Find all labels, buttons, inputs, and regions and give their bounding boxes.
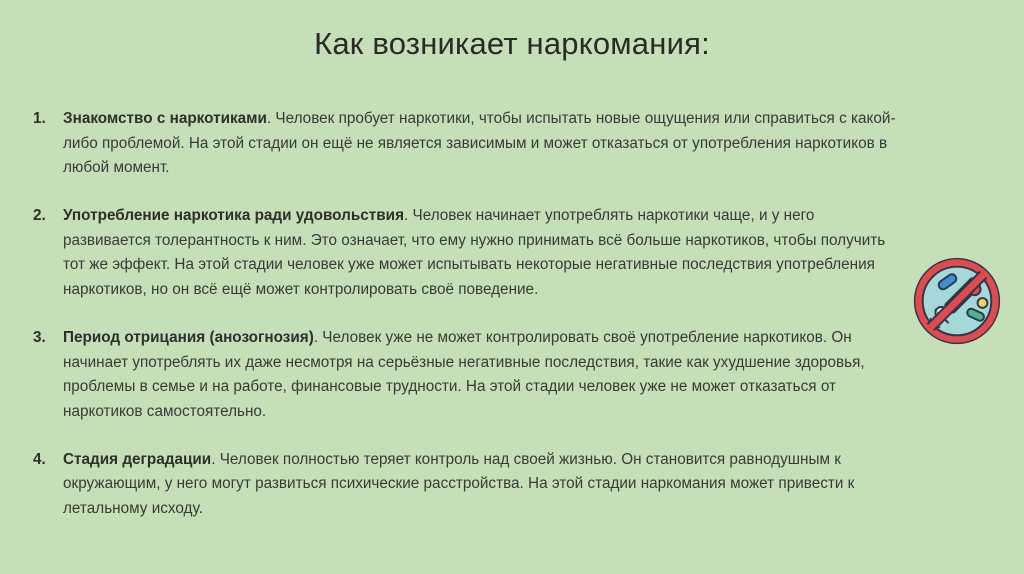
item-title: Употребление наркотика ради удовольствия [63,207,404,225]
stages-list [33,107,903,545]
item-number: 1. [33,110,46,127]
item-text: . Человек уже не может контролировать своё употребление наркотиков. Он начинает употреблять их даже несмотря на серьёзные негативные последствия, такие как ухудшение здоровья, проблемы в семье и на работе, финансовые трудности. На этой стадии человек уже не может отказаться от наркотиков самостоятельно. [63,328,865,420]
list-item [33,107,903,181]
list-item [33,448,903,522]
slide-title: Как возникает наркомания: [314,26,710,61]
item-text: . Человек пробует наркотики, чтобы испытать новые ощущения или справиться с какой-либо проблемой. На этой стадии он ещё не является зависимым и может отказаться от употребления наркотиков в любой момент. [63,110,896,177]
no-drugs-icon [908,252,1006,350]
item-title: Период отрицания (анозогнозия) [63,328,314,346]
item-number: 4. [33,450,46,468]
list-item [33,204,903,302]
item-text: . Человек полностью теряет контроль над своей жизнью. Он становится равнодушным к окружающим, у него могут развиться психические расстройства. На этой стадии наркомания может привести к летальному исходу. [63,450,855,517]
item-title: Знакомство с наркотиками [63,110,267,127]
item-title: Стадия деградации [63,450,212,468]
item-number: 2. [33,207,46,225]
list-item [33,326,903,424]
item-text: . Человек начинает употреблять наркотики чаще, и у него развивается толерантность к ним. Это означает, что ему нужно принимать всё больше наркотиков, чтобы получить тот же эффект. На этой стадии человек уже может испытывать некоторые негативные последствия употребления наркотиков, но он всё ещё может контролировать своё поведение. [63,207,886,298]
item-number: 3. [33,328,46,346]
